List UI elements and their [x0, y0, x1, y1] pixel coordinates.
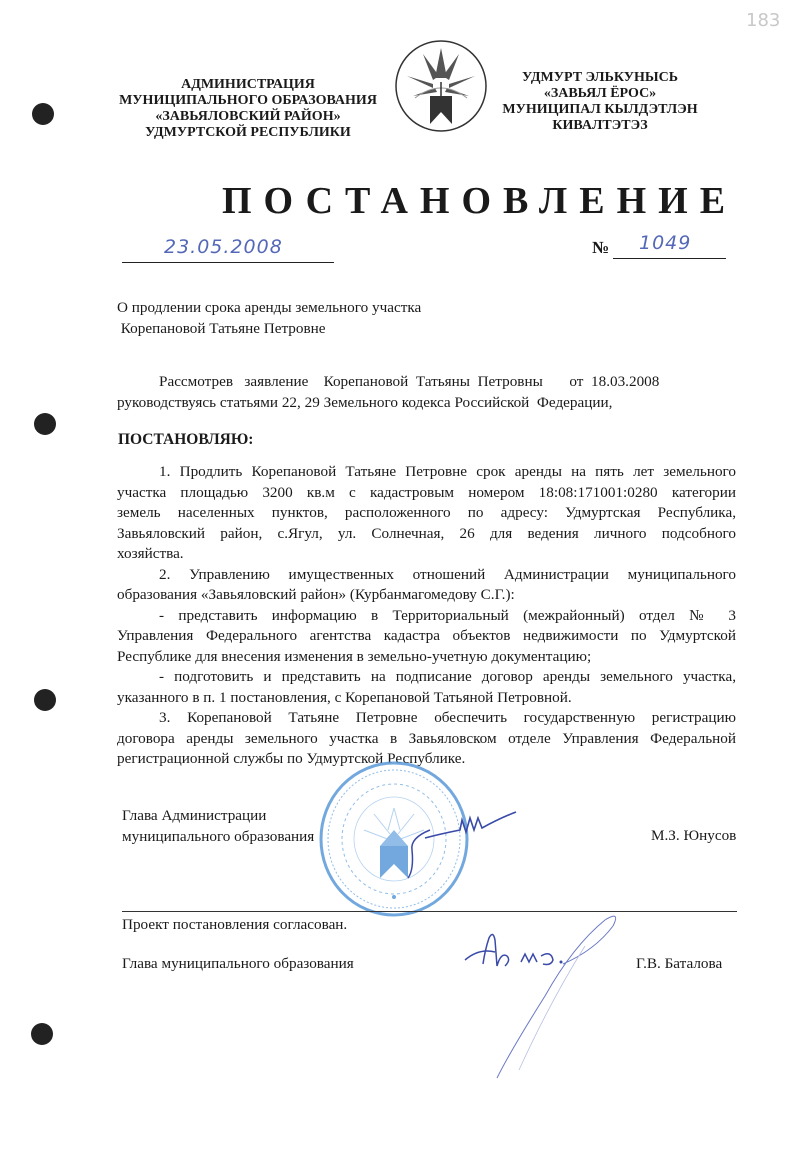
item-line: земель населенных пунктов, расположенного по адресу: Удмуртская Республика,	[117, 504, 736, 521]
resolve-heading: ПОСТАНОВЛЯЮ:	[118, 431, 254, 448]
item-line: Управления Федерального агентства кадастра объектов недвижимости по Удмуртской	[117, 627, 736, 644]
head-position	[122, 806, 314, 847]
item-line: 1. Продлить Корепановой Татьяне Петровне срок аренды на пять лет земельного	[159, 463, 736, 480]
document-subject	[117, 298, 537, 339]
number-label: №	[592, 238, 610, 257]
district-emblem-icon	[393, 38, 489, 134]
item-line: договора аренды земельного участка в Завьяловском отделе Управления Федеральной	[117, 729, 736, 747]
number-field	[613, 232, 726, 259]
document-date: 23.05.2008	[164, 236, 283, 258]
document-number: 1049	[639, 232, 692, 254]
divider	[122, 911, 737, 912]
approver-signature-icon	[455, 900, 625, 1080]
header-left-line: АДМИНИСТРАЦИЯ	[181, 77, 315, 92]
head-position-line: муниципального образования	[122, 827, 315, 845]
item-line: - подготовить и представить на подписание договор аренды земельного участка,	[159, 668, 736, 685]
punch-hole	[34, 689, 56, 711]
punch-hole	[32, 103, 54, 125]
item-line: участка площадью 3200 кв.м с кадастровым номером 18:08:171001:0280 категории	[117, 483, 736, 501]
header-left	[108, 77, 388, 141]
head-name: М.З. Юнусов	[651, 827, 737, 844]
header-right-line: УДМУРТ ЭЛЬКУНЫСЬ	[522, 70, 678, 85]
header-left-line: МУНИЦИПАЛЬНОГО ОБРАЗОВАНИЯ	[119, 93, 377, 108]
item-line: образования «Завьяловский район» (Курбанмагомедову С.Г.):	[117, 586, 515, 603]
resolution-body	[117, 462, 736, 770]
subject-line: Корепановой Татьяне Петровне	[117, 319, 326, 337]
head-signature-icon	[400, 800, 550, 880]
subject-line: О продлении срока аренды земельного участка	[117, 299, 422, 316]
date-field	[122, 236, 334, 263]
resolution-subitem-b	[117, 667, 736, 708]
resolution-subitem-a	[117, 606, 736, 668]
approver-position: Глава муниципального образования	[122, 955, 354, 972]
item-line: хозяйства.	[117, 545, 184, 562]
approver-name: Г.В. Баталова	[636, 955, 723, 972]
item-line: регистрационной службы по Удмуртской Республике.	[117, 750, 466, 767]
preamble-line: руководствуясь статьями 22, 29 Земельного кодекса Российской Федерации,	[117, 393, 613, 411]
punch-hole	[31, 1023, 53, 1045]
item-line: 3. Корепановой Татьяне Петровне обеспечить государственную регистрацию	[159, 709, 736, 726]
item-line: - представить информацию в Территориальный (межрайонный) отдел № 3	[159, 606, 736, 624]
approval-note: Проект постановления согласован.	[122, 916, 348, 933]
preamble-line: Рассмотрев заявление Корепановой Татьяны Петровны от 18.03.2008	[159, 373, 660, 390]
header-left-line: УДМУРТСКОЙ РЕСПУБЛИКИ	[145, 125, 351, 140]
document-title: ПОСТАНОВЛЕНИЕ	[222, 180, 738, 222]
item-line: Республике для внесения изменения в земельно-учетную документацию;	[117, 647, 592, 665]
page-number: 183	[746, 10, 781, 31]
item-line: 2. Управлению имущественных отношений Администрации муниципального	[159, 565, 736, 583]
header-right-line: «ЗАВЬЯЛ ЁРОС»	[543, 86, 657, 101]
preamble	[117, 372, 736, 413]
item-line: Завьяловский район, с.Ягул, ул. Солнечная, 26 для ведения личного подсобного	[117, 524, 736, 542]
header-right	[500, 70, 700, 134]
resolution-item-1	[117, 462, 736, 565]
header-left-line: «ЗАВЬЯЛОВСКИЙ РАЙОН»	[155, 109, 341, 124]
head-position-line: Глава Администрации	[122, 807, 267, 824]
resolution-item-2	[117, 565, 736, 606]
item-line: указанного в п. 1 постановления, с Корепановой Татьяной Петровной.	[117, 688, 572, 706]
header-right-line: МУНИЦИПАЛ КЫЛДЭТЛЭН	[502, 102, 698, 117]
header-right-line: КИВАЛТЭТЭЗ	[552, 118, 648, 133]
punch-hole	[34, 413, 56, 435]
